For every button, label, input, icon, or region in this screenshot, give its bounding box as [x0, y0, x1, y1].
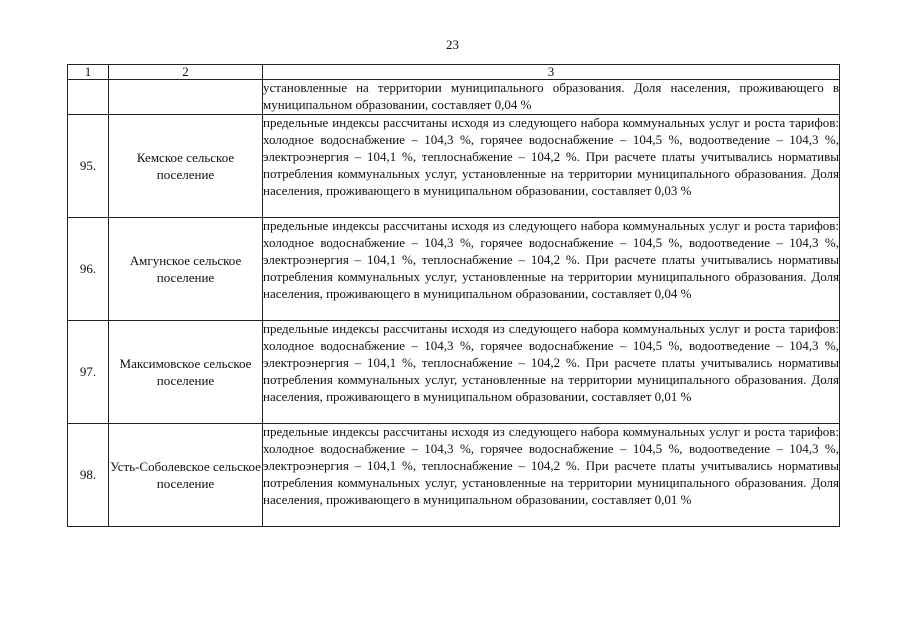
column-header-description: 3 [263, 65, 840, 80]
table-row [68, 424, 840, 527]
table-row [68, 321, 840, 424]
description-cell: предельные индексы рассчитаны исходя из следующего набора коммунальных услуг и роста тарифов: холодное водоснабжение – 104,3 %, горячее водоснабжение – 104,5 %, водоотведение – 104,3 %, электроэнергия – 104,1 %, теплоснабжение – 104,2 %. При расчете платы учитывались нормативы потребления коммунальных услуг, установленные на территории муниципального образования. Доля населения, проживающего в муниципальном образовании, составляет 0,04 % [263, 218, 840, 321]
settlement-name-cell [109, 80, 263, 115]
row-number-cell [68, 80, 109, 115]
description-cell: предельные индексы рассчитаны исходя из следующего набора коммунальных услуг и роста тарифов: холодное водоснабжение – 104,3 %, горячее водоснабжение – 104,5 %, водоотведение – 104,3 %, электроэнергия – 104,1 %, теплоснабжение – 104,2 %. При расчете платы учитывались нормативы потребления коммунальных услуг, установленные на территории муниципального образования. Доля населения, проживающего в муниципальном образовании, составляет 0,01 % [263, 321, 840, 424]
column-header-number: 1 [68, 65, 109, 80]
table-row [68, 218, 840, 321]
row-number-cell: 97. [68, 321, 109, 424]
settlement-name-cell: Максимовское сельское поселение [109, 321, 263, 424]
settlement-name-cell: Усть-Соболевское сельское поселение [109, 424, 263, 527]
tariff-index-table [67, 64, 840, 527]
settlement-name-cell: Кемское сельское поселение [109, 115, 263, 218]
row-number-cell: 96. [68, 218, 109, 321]
row-number-cell: 95. [68, 115, 109, 218]
row-number-cell: 98. [68, 424, 109, 527]
table-row-continuation [68, 80, 840, 115]
page-number: 23 [446, 37, 459, 52]
table-row [68, 115, 840, 218]
description-cell: предельные индексы рассчитаны исходя из следующего набора коммунальных услуг и роста тарифов: холодное водоснабжение – 104,3 %, горячее водоснабжение – 104,5 %, водоотведение – 104,3 %, электроэнергия – 104,1 %, теплоснабжение – 104,2 %. При расчете платы учитывались нормативы потребления коммунальных услуг, установленные на территории муниципального образования. Доля населения, проживающего в муниципальном образовании, составляет 0,01 % [263, 424, 840, 527]
description-cell: установленные на территории муниципального образования. Доля населения, проживающего в муниципальном образовании, составляет 0,04 % [263, 80, 840, 115]
table-header-row [68, 65, 840, 80]
settlement-name-cell: Амгунское сельское поселение [109, 218, 263, 321]
column-header-settlement: 2 [109, 65, 263, 80]
description-cell: предельные индексы рассчитаны исходя из следующего набора коммунальных услуг и роста тарифов: холодное водоснабжение – 104,3 %, горячее водоснабжение – 104,5 %, водоотведение – 104,3 %, электроэнергия – 104,1 %, теплоснабжение – 104,2 %. При расчете платы учитывались нормативы потребления коммунальных услуг, установленные на территории муниципального образования. Доля населения, проживающего в муниципальном образовании, составляет 0,03 % [263, 115, 840, 218]
